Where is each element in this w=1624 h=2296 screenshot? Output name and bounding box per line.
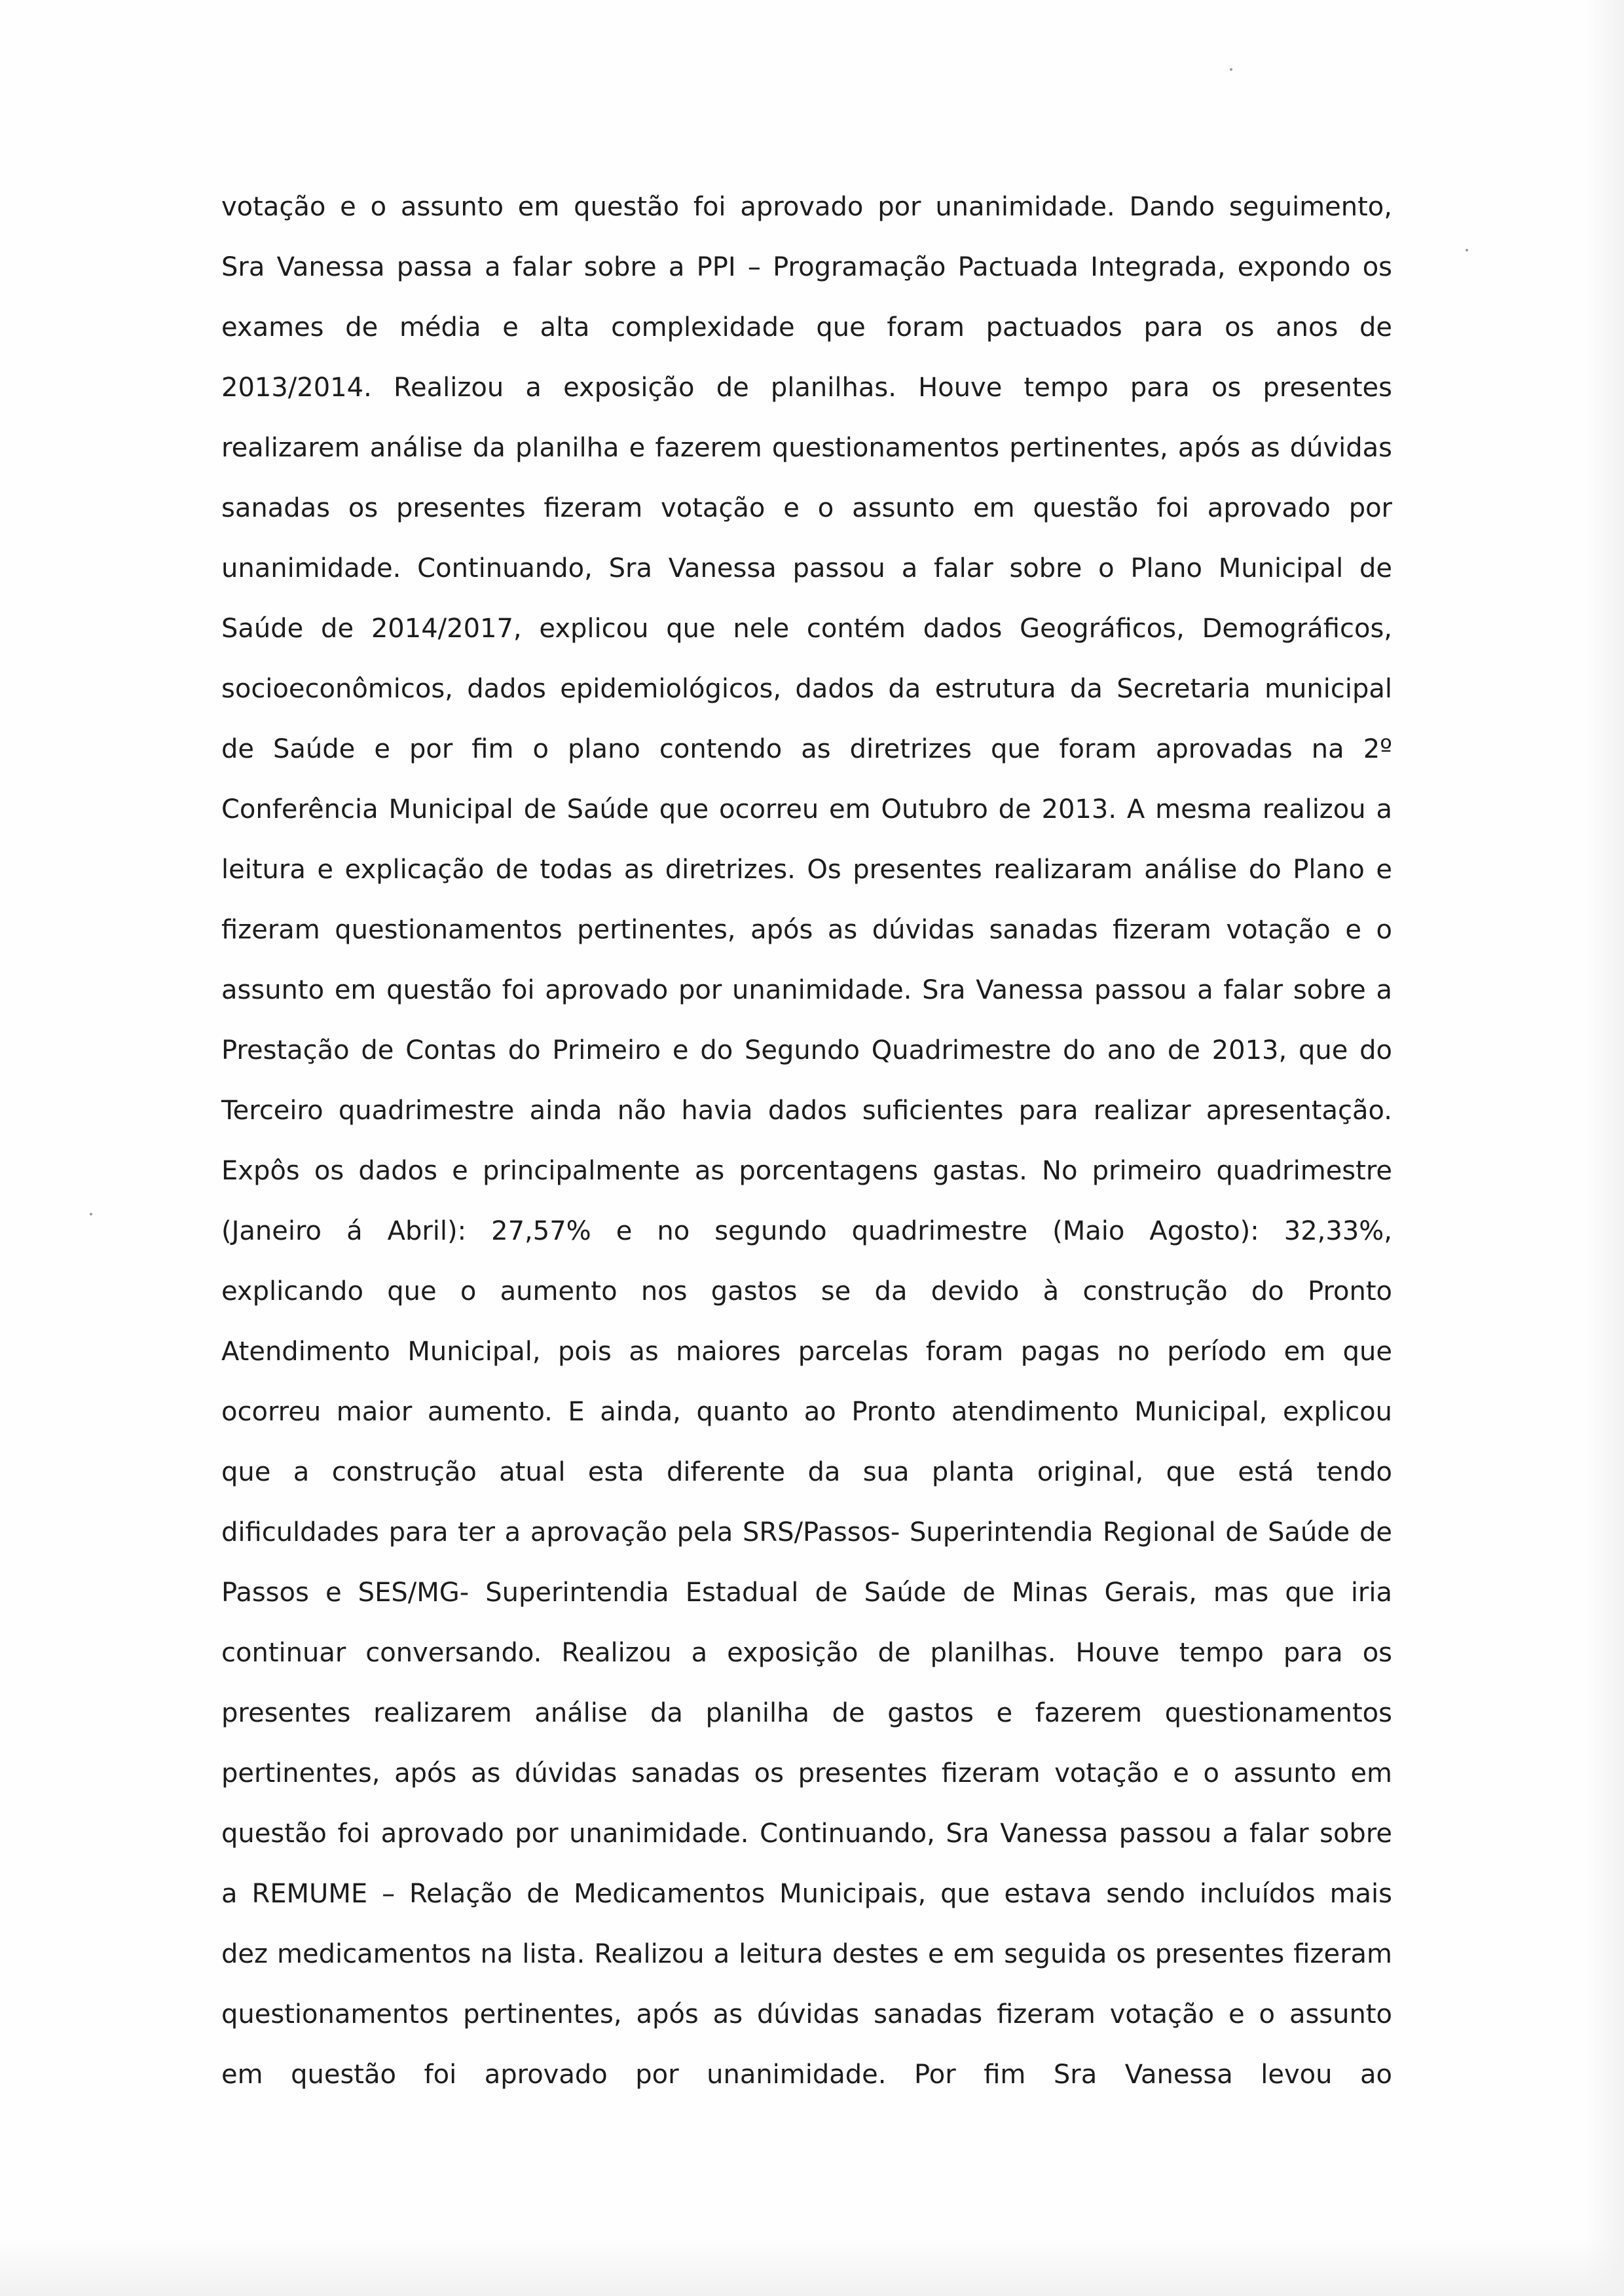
document-text-line: unanimidade. Continuando, Sra Vanessa passou a falar sobre o Plano Municipal de	[221, 553, 1392, 583]
document-text-line: Atendimento Municipal, pois as maiores parcelas foram pagas no período em que	[221, 1337, 1392, 1367]
document-text-line: Sra Vanessa passa a falar sobre a PPI – Programação Pactuada Integrada, expondo os	[221, 252, 1392, 282]
document-text-line: realizarem análise da planilha e fazerem questionamentos pertinentes, após as dúvidas	[221, 433, 1392, 463]
document-text-line: Expôs os dados e principalmente as porcentagens gastas. No primeiro quadrimestre	[221, 1156, 1392, 1186]
document-text-line: socioeconômicos, dados epidemiológicos, dados da estrutura da Secretaria municipal	[221, 674, 1392, 704]
document-text-line: que a construção atual esta diferente da sua planta original, que está tendo	[221, 1457, 1392, 1487]
document-text-line: dez medicamentos na lista. Realizou a leitura destes e em seguida os presentes fizeram	[221, 1939, 1392, 1969]
document-text-line: votação e o assunto em questão foi aprovado por unanimidade. Dando seguimento,	[221, 192, 1392, 222]
document-text-line: Prestação de Contas do Primeiro e do Segundo Quadrimestre do ano de 2013, que do	[221, 1035, 1392, 1065]
document-text-line: (Janeiro á Abril): 27,57% e no segundo quadrimestre (Maio Agosto): 32,33%,	[221, 1216, 1392, 1246]
document-text-line: ocorreu maior aumento. E ainda, quanto ao Pronto atendimento Municipal, explicou	[221, 1397, 1392, 1427]
document-text-line: Passos e SES/MG- Superintendia Estadual de Saúde de Minas Gerais, mas que iria	[221, 1578, 1392, 1608]
document-text-line: sanadas os presentes fizeram votação e o assunto em questão foi aprovado por	[221, 493, 1392, 523]
document-text-line: Terceiro quadrimestre ainda não havia dados suficientes para realizar apresentação.	[221, 1096, 1392, 1126]
scan-edge-shadow-right	[1585, 0, 1624, 2296]
scan-speck	[90, 1213, 92, 1215]
document-body	[221, 177, 1392, 2105]
document-text-line: dificuldades para ter a aprovação pela SRS/Passos- Superintendia Regional de Saúde de	[221, 1517, 1392, 1547]
scan-edge-shadow-bottom	[0, 2237, 1624, 2296]
document-text-line: assunto em questão foi aprovado por unanimidade. Sra Vanessa passou a falar sobre a	[221, 975, 1392, 1005]
document-text-line: 2013/2014. Realizou a exposição de planilhas. Houve tempo para os presentes	[221, 373, 1392, 403]
document-text-line: Saúde de 2014/2017, explicou que nele contém dados Geográficos, Demográficos,	[221, 614, 1392, 644]
document-text-line: explicando que o aumento nos gastos se da devido à construção do Pronto	[221, 1276, 1392, 1306]
document-text-line: leitura e explicação de todas as diretrizes. Os presentes realizaram análise do Plano e	[221, 855, 1392, 885]
scan-speck	[1230, 68, 1232, 71]
scan-speck	[1466, 249, 1468, 251]
document-text-line: a REMUME – Relação de Medicamentos Municipais, que estava sendo incluídos mais	[221, 1879, 1392, 1909]
document-text-line: pertinentes, após as dúvidas sanadas os presentes fizeram votação e o assunto em	[221, 1758, 1392, 1788]
document-text-line: questão foi aprovado por unanimidade. Continuando, Sra Vanessa passou a falar sobre	[221, 1819, 1392, 1849]
document-text-line: de Saúde e por fim o plano contendo as diretrizes que foram aprovadas na 2º	[221, 734, 1392, 764]
document-text-line: presentes realizarem análise da planilha de gastos e fazerem questionamentos	[221, 1698, 1392, 1728]
document-text-line: fizeram questionamentos pertinentes, após as dúvidas sanadas fizeram votação e o	[221, 915, 1392, 945]
document-text-line: continuar conversando. Realizou a exposição de planilhas. Houve tempo para os	[221, 1638, 1392, 1668]
document-text-line: exames de média e alta complexidade que foram pactuados para os anos de	[221, 312, 1392, 343]
document-text-line: em questão foi aprovado por unanimidade. Por fim Sra Vanessa levou ao	[221, 2060, 1392, 2090]
document-text-line: questionamentos pertinentes, após as dúvidas sanadas fizeram votação e o assunto	[221, 1999, 1392, 2029]
document-text-line: Conferência Municipal de Saúde que ocorreu em Outubro de 2013. A mesma realizou a	[221, 794, 1392, 824]
